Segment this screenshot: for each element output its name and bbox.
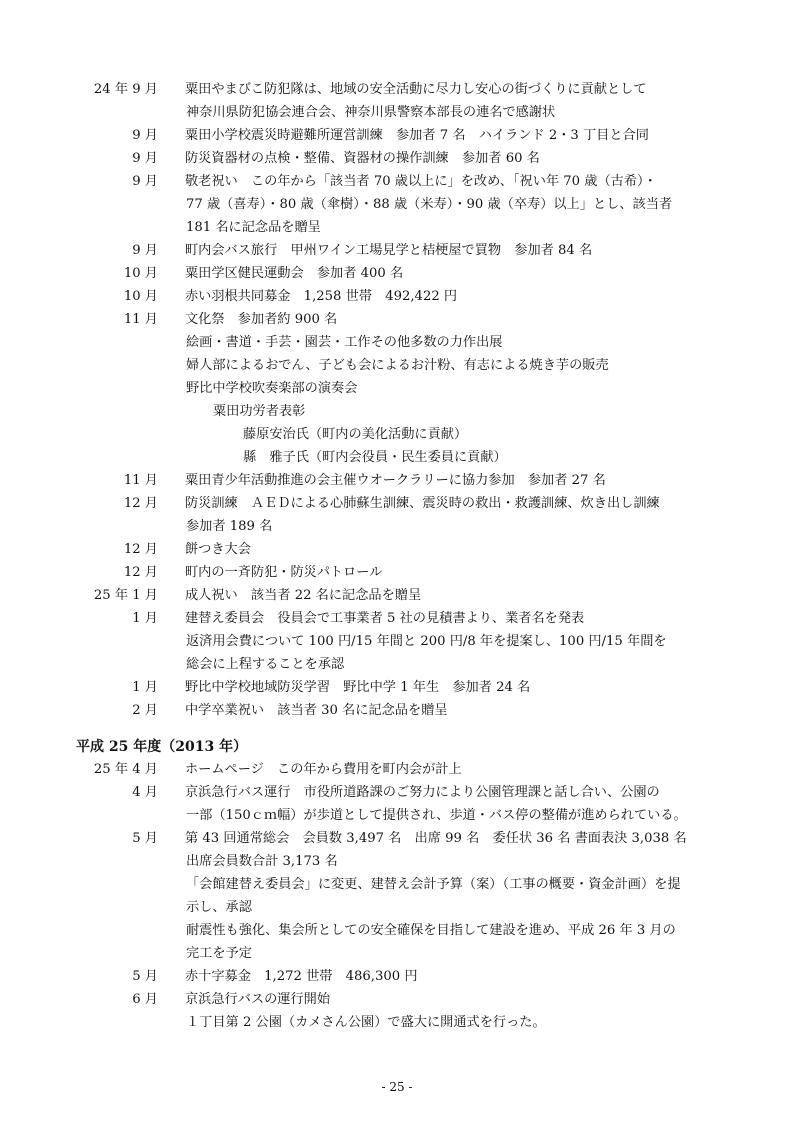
timeline-entry bbox=[0, 561, 794, 584]
entry-line bbox=[0, 965, 794, 988]
entries-section-1 bbox=[0, 78, 794, 722]
entry-line bbox=[0, 584, 794, 607]
entry-text: 成人祝い 該当者 22 名に記念品を贈呈 bbox=[185, 588, 422, 603]
entry-date: 6 月 bbox=[132, 992, 158, 1007]
entry-continuation: 参加者 189 名 bbox=[186, 519, 273, 534]
timeline-entry bbox=[0, 262, 794, 285]
entry-continuation: 神奈川県防犯協会連合会、神奈川県警察本部長の連名で感謝状 bbox=[186, 105, 556, 120]
page-number: - 25 - bbox=[381, 1080, 413, 1094]
entry-continuation: 一部（150ｃｍ幅）が歩道として提供され、歩道・バス停の整備が進められている。 bbox=[186, 808, 687, 823]
entry-subtext: 縣 雅子氏（町内会役員・民生委員に貢献） bbox=[243, 450, 507, 465]
entry-text: 防災資器材の点検・整備、資器材の操作訓練 参加者 60 名 bbox=[185, 151, 540, 166]
timeline-entry bbox=[0, 239, 794, 262]
entry-text: 粟田青少年活動推進の会主催ウオークラリーに協力参加 参加者 27 名 bbox=[185, 473, 606, 488]
entry-date: 4 月 bbox=[132, 785, 158, 800]
section-heading: 平成 25 年度（2013 年） bbox=[76, 739, 248, 755]
entry-line bbox=[0, 919, 794, 942]
entry-date: 11 月 bbox=[123, 312, 158, 327]
timeline-entry bbox=[0, 147, 794, 170]
entry-continuation: 181 名に記念品を贈呈 bbox=[186, 220, 321, 235]
entry-text: 京浜急行バスの運行開始 bbox=[185, 992, 331, 1007]
entry-line bbox=[0, 781, 794, 804]
timeline-entry bbox=[0, 988, 794, 1034]
timeline-entry bbox=[0, 124, 794, 147]
entry-line bbox=[0, 124, 794, 147]
entry-date: 12 月 bbox=[123, 565, 158, 580]
entry-text: 餅つき大会 bbox=[185, 542, 251, 557]
entry-line bbox=[0, 561, 794, 584]
entry-line bbox=[0, 850, 794, 873]
entry-line bbox=[0, 676, 794, 699]
timeline-entry bbox=[0, 584, 794, 607]
entry-text: 粟田小学校震災時避難所運営訓練 参加者 7 名 ハイランド 2・3 丁目と合同 bbox=[185, 128, 649, 143]
timeline-entry bbox=[0, 827, 794, 965]
timeline-entry bbox=[0, 676, 794, 699]
entry-line bbox=[0, 827, 794, 850]
entry-line bbox=[0, 170, 794, 193]
timeline-entry bbox=[0, 492, 794, 538]
entry-line bbox=[0, 469, 794, 492]
entry-line bbox=[0, 873, 794, 896]
entry-text: 文化祭 参加者約 900 名 bbox=[185, 312, 338, 327]
entry-date: 25 年 4 月 bbox=[93, 762, 158, 777]
timeline-entry bbox=[0, 78, 794, 124]
entry-continuation: 婦人部によるおでん、子ども会によるお汁粉、有志による焼き芋の販売 bbox=[186, 358, 609, 373]
entry-subline bbox=[0, 446, 794, 469]
entry-continuation: 野比中学校吹奏楽部の演奏会 bbox=[186, 381, 358, 396]
entry-line bbox=[0, 308, 794, 331]
entry-line bbox=[0, 538, 794, 561]
entry-text: 赤い羽根共同募金 1,258 世帯 492,422 円 bbox=[185, 289, 458, 304]
entry-line bbox=[0, 354, 794, 377]
entry-line bbox=[0, 492, 794, 515]
entry-continuation: １丁目第 2 公園（カメさん公園）で盛大に開通式を行った。 bbox=[186, 1015, 546, 1030]
entry-line bbox=[0, 896, 794, 919]
entry-date: 9 月 bbox=[132, 128, 158, 143]
timeline-entry bbox=[0, 699, 794, 722]
entry-date: 5 月 bbox=[132, 969, 158, 984]
entry-date: 9 月 bbox=[132, 174, 158, 189]
entry-line bbox=[0, 331, 794, 354]
entry-text: 第 43 回通常総会 会員数 3,497 名 出席 99 名 委任状 36 名 書面表決 3,038 名 bbox=[185, 831, 687, 846]
entry-line bbox=[0, 101, 794, 124]
entry-date: 24 年 9 月 bbox=[93, 82, 158, 97]
entry-line bbox=[0, 285, 794, 308]
entry-date: 9 月 bbox=[132, 151, 158, 166]
entry-continuation: 耐震性も強化、集会所としての安全確保を目指して建設を進め、平成 26 年 3 月の bbox=[186, 923, 676, 938]
entry-text: 敬老祝い この年から「該当者 70 歳以上に」を改め、「祝い年 70 歳（古希）・ bbox=[185, 174, 657, 189]
entry-text: 野比中学校地域防災学習 野比中学 1 年生 参加者 24 名 bbox=[185, 680, 531, 695]
timeline-entry bbox=[0, 781, 794, 827]
timeline-entry bbox=[0, 758, 794, 781]
entry-line bbox=[0, 515, 794, 538]
entry-text: 中学卒業祝い 該当者 30 名に記念品を贈呈 bbox=[185, 703, 448, 718]
entry-subtext: 粟田功労者表彰 bbox=[213, 404, 306, 419]
entry-subline bbox=[0, 423, 794, 446]
entry-line bbox=[0, 262, 794, 285]
entry-line bbox=[0, 653, 794, 676]
entry-line bbox=[0, 193, 794, 216]
entry-continuation: 返済用会費について 100 円/15 年間と 200 円/8 年を提案し、100 円/15 年間を bbox=[186, 634, 667, 649]
entry-line bbox=[0, 988, 794, 1011]
entry-date: 2 月 bbox=[132, 703, 158, 718]
entry-line bbox=[0, 1011, 794, 1034]
entry-continuation: 示し、承認 bbox=[186, 900, 252, 915]
timeline-entry bbox=[0, 607, 794, 676]
entry-date: 5 月 bbox=[132, 831, 158, 846]
entries-section-2 bbox=[0, 758, 794, 1034]
entry-line bbox=[0, 942, 794, 965]
entry-line bbox=[0, 239, 794, 262]
entry-continuation: 「会館建替え委員会」に変更、建替え会計予算（案）（工事の概要・資金計画）を提 bbox=[186, 877, 681, 892]
entry-text: 粟田やまびこ防犯隊は、地域の安全活動に尽力し安心の街づくりに貢献として bbox=[185, 82, 647, 97]
timeline-entry bbox=[0, 469, 794, 492]
entry-line bbox=[0, 630, 794, 653]
entry-subline bbox=[0, 400, 794, 423]
entry-date: 25 年 1 月 bbox=[93, 588, 158, 603]
entry-line bbox=[0, 804, 794, 827]
entry-line bbox=[0, 147, 794, 170]
entry-text: 町内会バス旅行 甲州ワイン工場見学と桔梗屋で買物 参加者 84 名 bbox=[185, 243, 593, 258]
entry-text: 赤十字募金 1,272 世帯 486,300 円 bbox=[185, 969, 418, 984]
timeline-entry bbox=[0, 538, 794, 561]
entry-text: 防災訓練 ＡＥＤによる心肺蘇生訓練、震災時の救出・救護訓練、炊き出し訓練 bbox=[185, 496, 660, 511]
entry-text: ホームページ この年から費用を町内会が計上 bbox=[185, 762, 462, 777]
entry-text: 町内の一斉防犯・防災パトロール bbox=[185, 565, 383, 580]
entry-text: 粟田学区健民運動会 参加者 400 名 bbox=[185, 266, 404, 281]
timeline-entry bbox=[0, 965, 794, 988]
entry-subtext: 藤原安治氏（町内の美化活動に貢献） bbox=[243, 427, 468, 442]
entry-continuation: 出席会員数合計 3,173 名 bbox=[186, 854, 338, 869]
entry-date: 1 月 bbox=[132, 611, 158, 626]
entry-date: 12 月 bbox=[123, 542, 158, 557]
entry-line bbox=[0, 377, 794, 400]
entry-text: 京浜急行バス運行 市役所道路課のご努力により公園管理課と話し合い、公園の bbox=[185, 785, 660, 800]
timeline-entry bbox=[0, 285, 794, 308]
entry-date: 9 月 bbox=[132, 243, 158, 258]
entry-text: 建替え委員会 役員会で工事業者 5 社の見積書より、業者名を発表 bbox=[185, 611, 585, 626]
entry-continuation: 絵画・書道・手芸・園芸・工作その他多数の力作出展 bbox=[186, 335, 503, 350]
entry-continuation: 完工を予定 bbox=[186, 946, 252, 961]
timeline-entry bbox=[0, 308, 794, 469]
entry-date: 10 月 bbox=[123, 266, 158, 281]
entry-date: 12 月 bbox=[123, 496, 158, 511]
entry-line bbox=[0, 699, 794, 722]
entry-continuation: 77 歳（喜寿）・80 歳（傘樹）・88 歳（米寿）・90 歳（卒寿）以上」とし、該当者 bbox=[186, 197, 673, 212]
entry-continuation: 総会に上程することを承認 bbox=[186, 657, 345, 672]
entry-line bbox=[0, 216, 794, 239]
entry-date: 1 月 bbox=[132, 680, 158, 695]
entry-date: 10 月 bbox=[123, 289, 158, 304]
entry-line bbox=[0, 607, 794, 630]
entry-line bbox=[0, 758, 794, 781]
entry-line bbox=[0, 78, 794, 101]
entry-date: 11 月 bbox=[123, 473, 158, 488]
timeline-entry bbox=[0, 170, 794, 239]
